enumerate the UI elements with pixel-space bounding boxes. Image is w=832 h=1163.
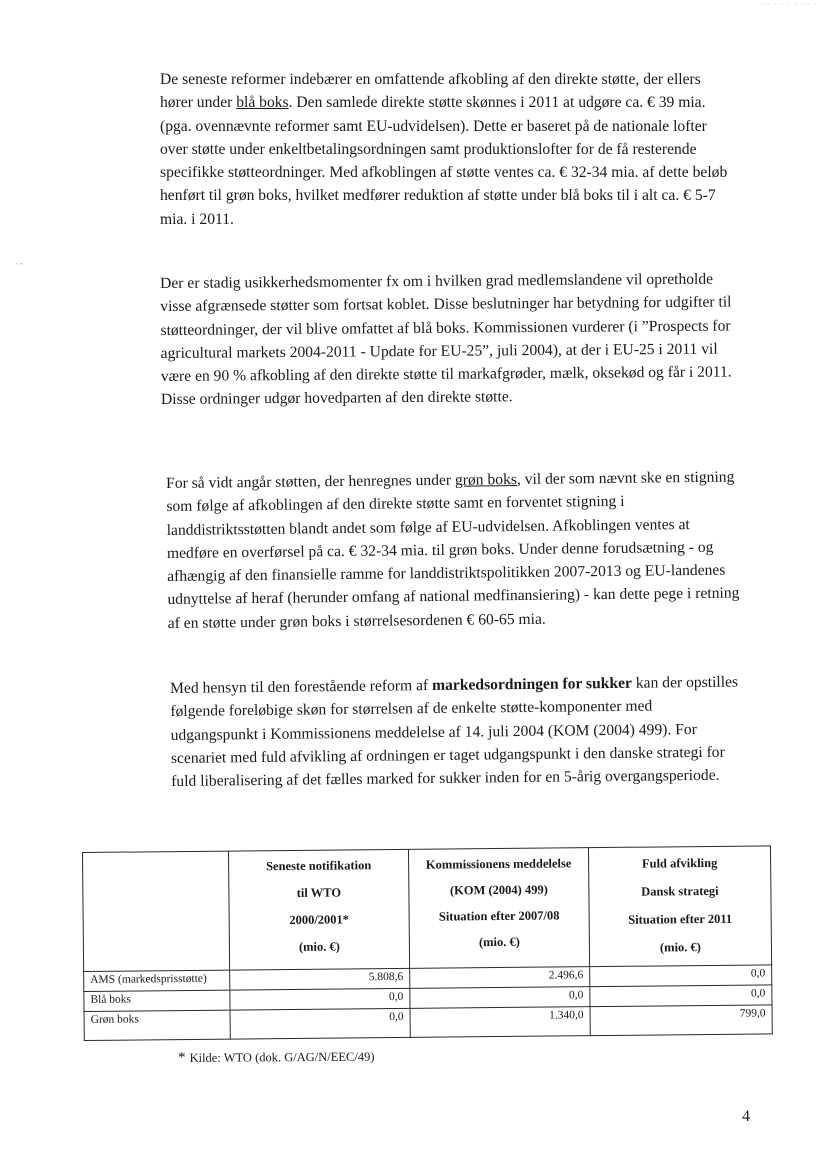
cell-value: 0,0: [410, 987, 590, 1009]
cell-value: 0,0: [590, 965, 772, 987]
blaa-boks-term: blå boks: [236, 94, 289, 112]
paragraph-3-text-cont: , vil der som nævnt ske en stigning som følge af afkoblingen af den direkte støtte samt en forventet stigning i landdistriktsstøtten blandt andet som følge af EU-udvidelsen. Afkoblingen ventes at medføre en overførsel på ca. € 32-34 mia. til grøn boks. Under denne forudsætning - og afhængig af den finansielle ramme for landdistriktspolitikken 2007-2013 og EU-landenes udnyttelse af heraf (herunder omfang af national medfinansiering) - kan dette pege i retning af en støtte under grøn boks i størrelsesordenen € 60-65 mia.: [166, 468, 740, 632]
paragraph-4: [170, 671, 743, 794]
paragraph-4-text-cont: kan der opstilles følgende foreløbige skøn for størrelsen af de enkelte støtte-komponenter med udgangspunkt i Kommissionens meddelelse af 14. juli 2004 (KOM (2004) 499). For scenariet med fuld afvikling af ordningen er taget udgangspunkt i den danske strategi for fuld liberalisering af det fælles marked for sukker inden for en 5-årig overgangsperiode.: [170, 673, 739, 791]
footnote-text: Kilde: WTO (dok. G/AG/N/EEC/49): [189, 1049, 375, 1065]
header-line: Situation efter 2011: [628, 911, 733, 927]
cell-value: 0,0: [230, 988, 410, 1010]
header-wto: [228, 849, 409, 970]
paragraph-4-text: Med hensyn til den forestående reform af: [170, 677, 433, 697]
sukker-term: markedsordningen for sukker: [431, 674, 633, 695]
paragraph-2-text: Der er stadig usikkerhedsmomenter fx om i hvilken grad medlemslandene vil opretholde visse afgrænsede støtter som fortsat koblet. Disse beslutninger har betydning for udgifter til støtteordninger, der vil blive omfattet af blå boks. Kommissionen vurderer (i ”Prospects for agricultural markets 2004-2011 - Update for EU-25”, juli 2004), at der i EU-25 i 2011 vil være en 90 % afkobling af den direkte støtte til markafgrøder, mælk, oksekød og får i 2011. Disse ordninger udgør hovedparten af den direkte støtte.: [160, 270, 732, 409]
table-header-row: [83, 846, 772, 972]
paragraph-1: [160, 68, 732, 231]
header-line: (mio. €): [478, 934, 520, 950]
cell-value: 1.340,0: [410, 1007, 590, 1038]
paragraph-3-text: For så vidt angår støtten, der henregnes under: [166, 471, 456, 492]
page-number: 4: [742, 1108, 750, 1125]
support-table: [82, 845, 773, 1041]
groen-boks-term: grøn boks: [454, 471, 518, 489]
header-line: til WTO: [296, 885, 342, 900]
header-line: (mio. €): [659, 940, 701, 955]
header-line: Situation efter 2007/08: [438, 908, 560, 924]
header-line: Fuld afvikling: [641, 855, 718, 871]
footnote-star: *: [178, 1049, 186, 1066]
cell-value: 5.808,6: [230, 968, 410, 990]
header-line: (mio. €): [298, 939, 340, 954]
scan-artifact: · · · · · · · · ·: [761, 0, 818, 9]
cell-value: 799,0: [590, 1005, 772, 1036]
paragraph-3: [166, 466, 740, 636]
cell-value: 2.496,6: [410, 967, 590, 989]
row-label: Grøn boks: [84, 1010, 230, 1040]
header-line: (KOM (2004) 499): [449, 882, 548, 898]
header-dansk: [588, 846, 771, 967]
paragraph-1-text: De seneste reformer indebærer en omfattende afkobling af den direkte støtte, der ellers hører under: [160, 71, 701, 112]
table-row: [84, 1005, 772, 1041]
scan-mark: ‵ ‶: [16, 262, 23, 271]
paragraph-2: [160, 268, 733, 412]
table-footnote: [178, 1049, 375, 1067]
header-line: 2000/2001*: [289, 912, 350, 928]
header-kom: [408, 848, 589, 969]
header-line: Dansk strategi: [641, 883, 719, 899]
row-label: Blå boks: [84, 990, 230, 1011]
cell-value: 0,0: [590, 985, 772, 1007]
paragraph-1-text-cont: . Den samlede direkte støtte skønnes i 2011 at udgøre ca. € 39 mia. (pga. ovennævnte reformer samt EU-udvidelsen). Dette er baseret på de nationale lofter over støtte under enkeltbetalingsordningen samt produktionslofter for de få resterende specifikke støtteordninger. Med afkoblingen af støtte ventes ca. € 32-34 mia. af dette beløb henført til grøn boks, hvilket medfører reduktion af støtte under blå boks til i alt ca. € 5-7 mia. i 2011.: [160, 94, 728, 228]
cell-value: 0,0: [230, 1008, 410, 1039]
header-line: Seneste notifikation: [265, 858, 372, 874]
row-label: AMS (markedsprisstøtte): [84, 970, 230, 991]
header-line: Kommissionens meddelelse: [425, 856, 572, 872]
header-empty-cell: [83, 851, 230, 971]
